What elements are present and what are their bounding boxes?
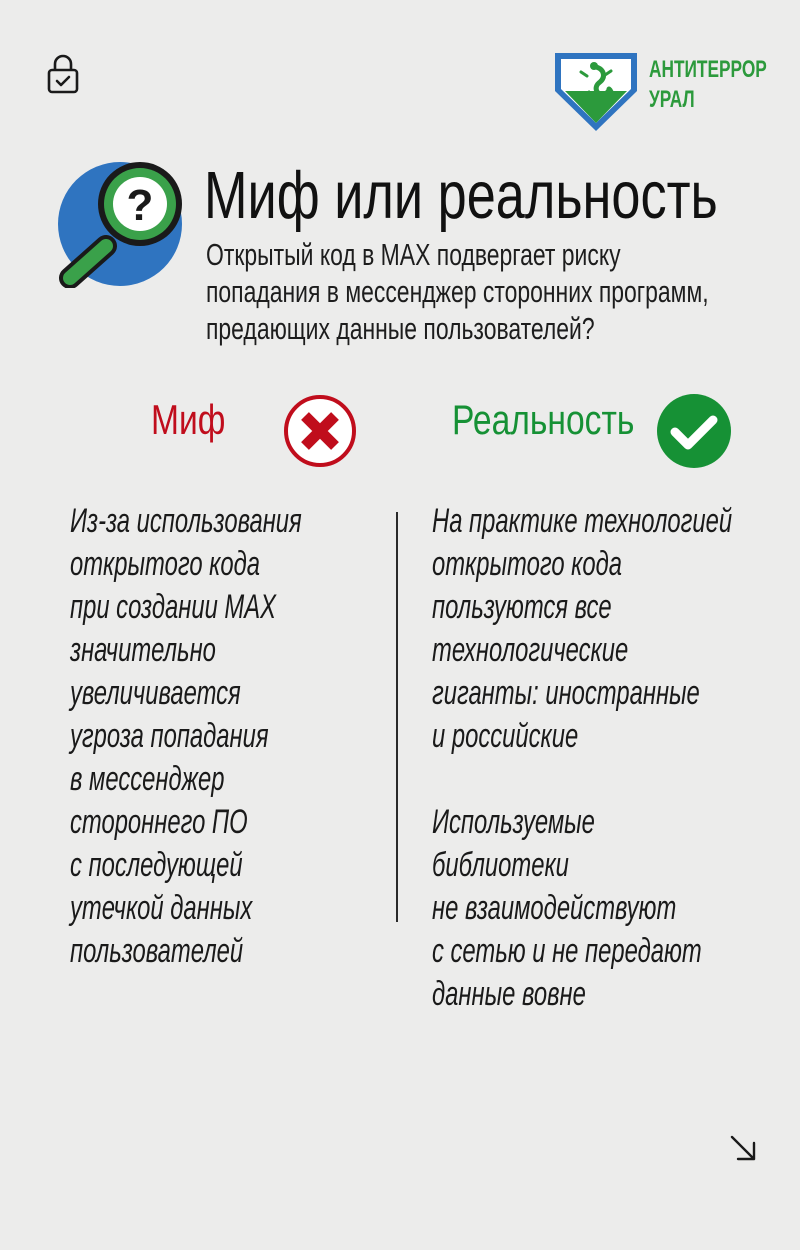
reality-line: с сетью и не передают [432, 932, 702, 970]
reality-line: не взаимодействуют [432, 889, 677, 927]
myth-line: значительно [70, 631, 216, 669]
arrow-down-right-icon[interactable] [728, 1133, 758, 1163]
antiterror-ural-logo [553, 47, 773, 135]
myth-line: открытого кода [70, 545, 261, 583]
question-text [206, 236, 800, 347]
check-circle-icon [656, 393, 732, 469]
reality-line: и российские [432, 717, 579, 755]
question-line: попадания в мессенджер сторонних программ, [206, 274, 709, 309]
reality-line: На практике технологией [432, 502, 733, 540]
reality-line: пользуются все [432, 588, 612, 626]
reality-heading: Реальность [452, 396, 635, 443]
reality-line: открытого кода [432, 545, 623, 583]
reality-line: Используемые [432, 803, 595, 841]
question-line: предающих данные пользователей? [206, 311, 595, 346]
myth-line: пользователей [70, 932, 244, 970]
myth-heading: Миф [151, 396, 226, 443]
shield-lizard-icon [553, 47, 639, 133]
myth-text [70, 500, 370, 973]
myth-line: в мессенджер [70, 760, 225, 798]
myth-line: с последующей [70, 846, 243, 884]
cross-circle-icon [282, 393, 358, 469]
myth-line: угроза попадания [70, 717, 269, 755]
reality-line-blank [432, 758, 670, 801]
magnifier-question-icon [56, 158, 192, 288]
myth-line: увеличивается [70, 674, 241, 712]
svg-text:?: ? [126, 181, 154, 230]
page-title: Миф или реальность [204, 158, 718, 233]
reality-text [432, 500, 772, 1016]
logo-line-1: АНТИТЕРРОР [649, 56, 767, 83]
column-divider [396, 512, 398, 922]
reality-line: технологические [432, 631, 629, 669]
reality-line: гиганты: иностранные [432, 674, 700, 712]
myth-line: утечкой данных [70, 889, 253, 927]
reality-line: данные вовне [432, 975, 586, 1013]
question-line: Открытый код в MAX подвергает риску [206, 237, 621, 272]
myth-line: Из-за использования [70, 502, 302, 540]
lock-check-icon [46, 52, 80, 94]
myth-line: при создании MAX [70, 588, 276, 626]
reality-line: библиотеки [432, 846, 569, 884]
logo-line-2: УРАЛ [649, 86, 695, 113]
myth-line: стороннего ПО [70, 803, 248, 841]
